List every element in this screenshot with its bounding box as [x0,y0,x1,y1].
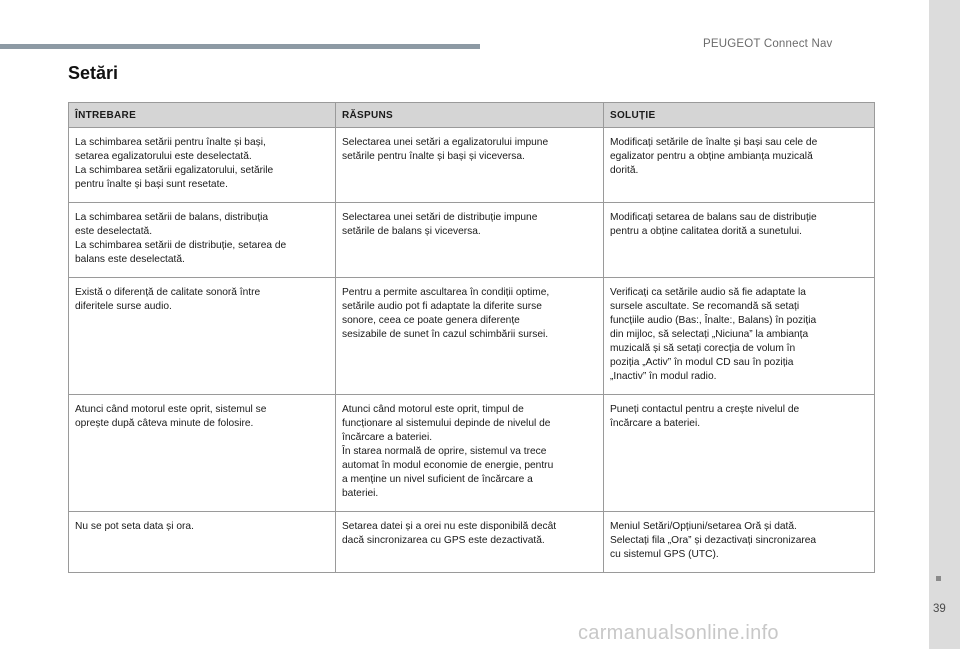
cell-line: bateriei. [342,488,379,499]
side-strip [929,0,960,649]
cell-line: sesizabile de sunet în cazul schimbării sursei. [342,329,549,340]
cell-line: Modificați setările de înalte și bași sau cele de [610,137,818,148]
cell-line: La schimbarea setării egalizatorului, setările [75,165,274,176]
cell-line: poziția „Activ” în modul CD sau în poziția [610,357,794,368]
question-cell [69,203,336,278]
cell-line: funcționare al sistemului depinde de nivelul de [342,418,551,429]
question-cell [69,512,336,573]
table-row [69,203,875,278]
table-row [69,278,875,395]
answer-cell [336,203,604,278]
cell-line: pentru înalte și bași sunt resetate. [75,179,228,190]
cell-line: Nu se pot seta data și ora. [75,521,194,532]
cell-line: setarea egalizatorului este deselectată. [75,151,252,162]
cell-line: funcțiile audio (Bas:, Înalte:, Balans) în poziția [610,315,817,326]
table-header-row [69,103,875,128]
cell-line: Setarea datei și a orei nu este disponibilă decât [342,521,557,532]
cell-line: „Inactiv” în modul radio. [610,371,717,382]
cell-line: În starea normală de oprire, sistemul va trece [342,446,547,457]
table-body [69,128,875,573]
answer-cell [336,512,604,573]
cell-line: muzicală și să setați corecția de volum în [610,343,796,354]
header-accent-bar [0,44,480,49]
cell-line: pentru a obține calitatea dorită a sunetului. [610,226,802,237]
cell-line: automat în modul economie de energie, pentru [342,460,554,471]
page-number: 39 [933,603,946,615]
cell-line: setările pentru înalte și bași și viceversa. [342,151,525,162]
question-cell [69,278,336,395]
cell-line: încărcare a bateriei. [342,432,433,443]
section-title: Setări [68,63,119,83]
cell-line: cu sistemul GPS (UTC). [610,549,719,560]
cell-line: La schimbarea setării de distribuție, setarea de [75,240,287,251]
table-row [69,512,875,573]
cell-line: Puneți contactul pentru a crește nivelul de [610,404,800,415]
table-row [69,395,875,512]
solution-cell [604,128,875,203]
solution-cell [604,203,875,278]
header-question: ÎNTREBARE [69,103,336,128]
header-solution: SOLUȚIE [604,103,875,128]
header-answer: RĂSPUNS [336,103,604,128]
solution-cell [604,512,875,573]
cell-line: dorită. [610,165,639,176]
answer-cell [336,278,604,395]
cell-line: Verificați ca setările audio să fie adaptate la [610,287,806,298]
solution-cell [604,278,875,395]
cell-line: Atunci când motorul este oprit, timpul de [342,404,524,415]
question-cell [69,128,336,203]
cell-line: setările de balans și viceversa. [342,226,481,237]
cell-line: setările audio pot fi adaptate la diferite surse [342,301,542,312]
cell-line: egalizator pentru a obține ambianța muzicală [610,151,813,162]
cell-line: diferitele surse audio. [75,301,172,312]
question-cell [69,395,336,512]
cell-line: este deselectată. [75,226,153,237]
cell-line: sursele ascultate. Se recomandă să setați [610,301,800,312]
header-title: PEUGEOT Connect Nav [703,38,833,50]
answer-cell [336,395,604,512]
cell-line: sonore, ceea ce poate genera diferențe [342,315,520,326]
cell-line: dacă sincronizarea cu GPS este dezactivată. [342,535,545,546]
cell-line: Pentru a permite ascultarea în condiții optime, [342,287,550,298]
cell-line: a menține un nivel suficient de încărcare a [342,474,533,485]
cell-line: Există o diferență de calitate sonoră între [75,287,261,298]
cell-line: La schimbarea setării pentru înalte și bași, [75,137,266,148]
cell-line: La schimbarea setării de balans, distribuția [75,212,269,223]
side-marker [936,576,941,581]
cell-line: Selectați fila „Ora” și dezactivați sincronizarea [610,535,817,546]
cell-line: Modificați setarea de balans sau de distribuție [610,212,817,223]
faq-table [68,102,875,573]
table-row [69,128,875,203]
solution-cell [604,395,875,512]
cell-line: balans este deselectată. [75,254,185,265]
cell-line: oprește după câteva minute de folosire. [75,418,254,429]
cell-line: Selectarea unei setări a egalizatorului impune [342,137,549,148]
watermark: carmanualsonline.info [578,622,779,644]
answer-cell [336,128,604,203]
cell-line: încărcare a bateriei. [610,418,701,429]
cell-line: Selectarea unei setări de distribuție impune [342,212,538,223]
cell-line: Meniul Setări/Opțiuni/setarea Oră și dată. [610,521,797,532]
cell-line: Atunci când motorul este oprit, sistemul se [75,404,267,415]
cell-line: din mijloc, să selectați „Niciuna” la ambianța [610,329,809,340]
